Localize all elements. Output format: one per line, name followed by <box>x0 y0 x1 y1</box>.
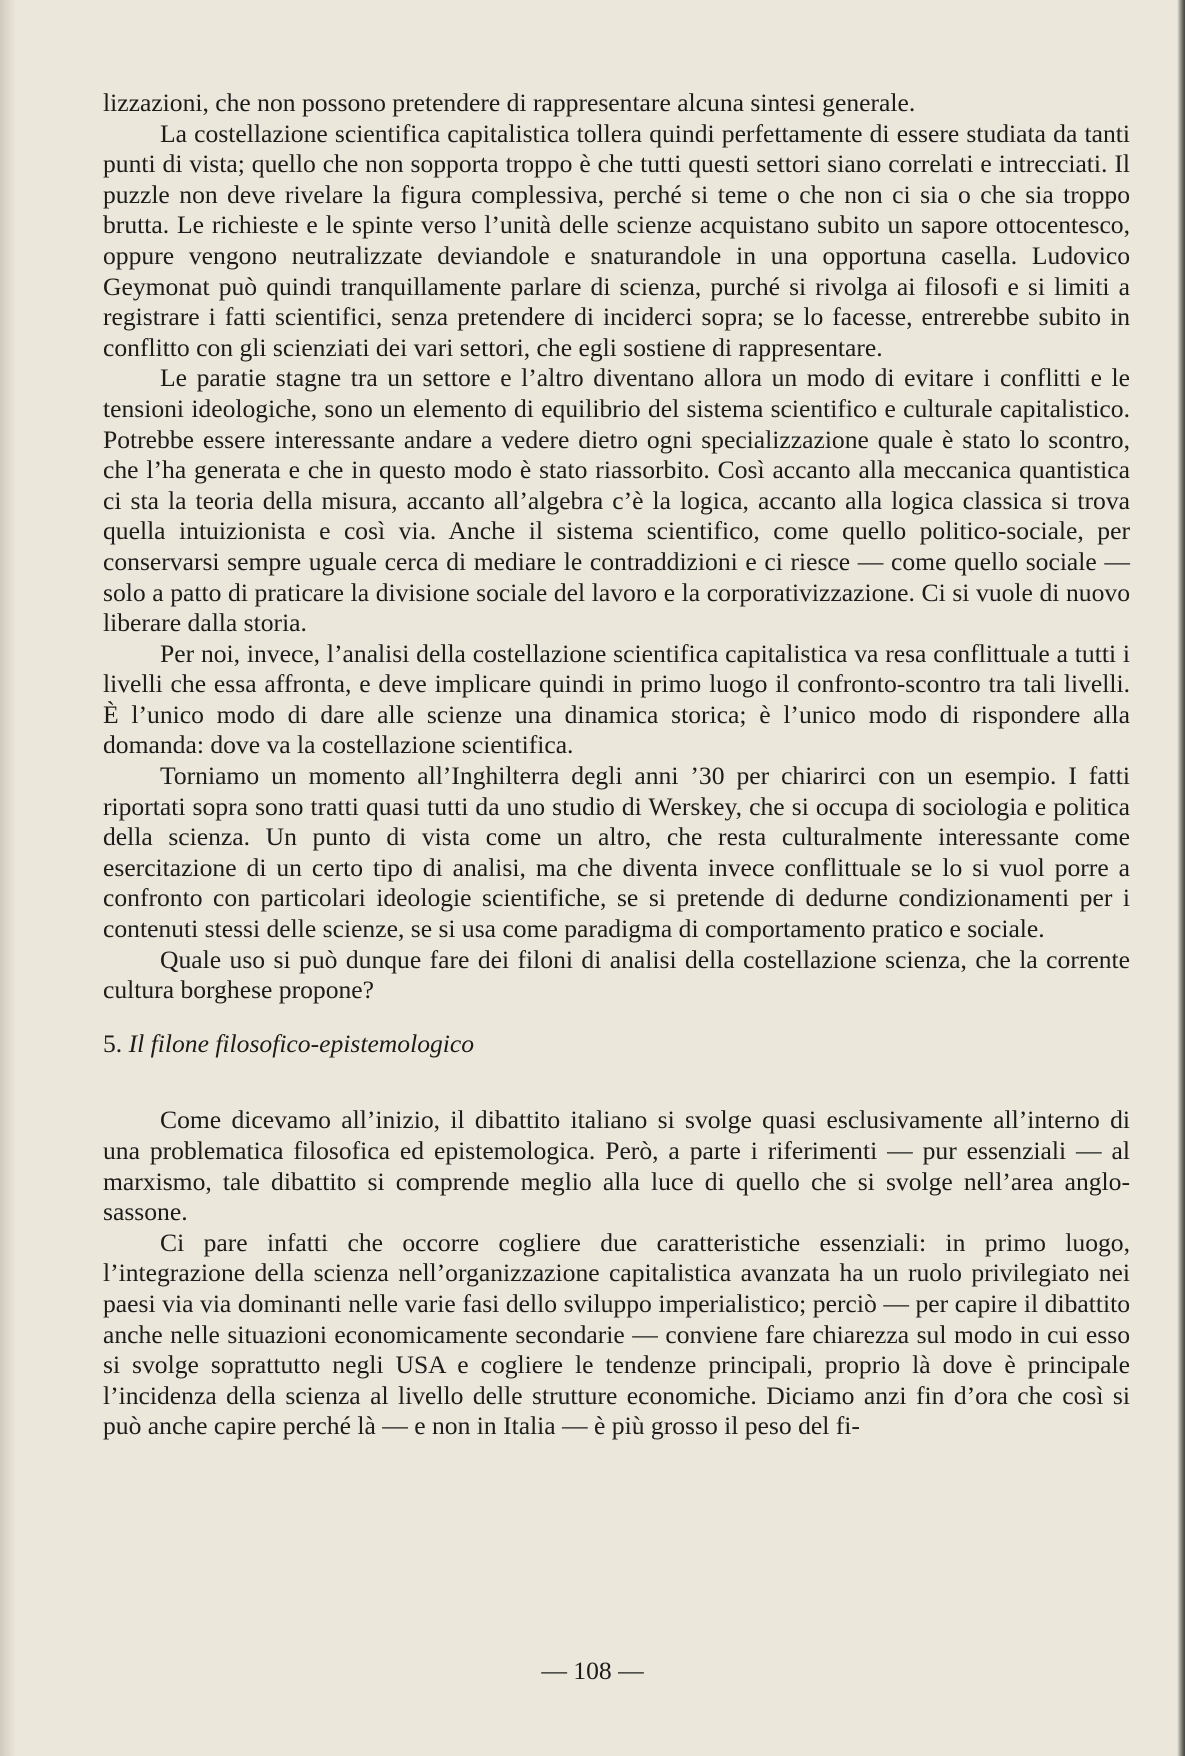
paragraph: Come dicevamo all’inizio, il dibattito italiano si svolge quasi esclusivamente all’interno di una problematica filosofica ed epistemologica. Però, a parte i riferimenti — pur essenziali — al marxismo, tale dibattito si comprende meglio alla luce di quello che si svolge nell’area anglo-sassone. <box>103 1105 1130 1227</box>
paragraph: Per noi, invece, l’analisi della costellazione scientifica capitalistica va resa conflittuale a tutti i livelli che essa affronta, e deve implicare quindi in primo luogo il confronto-scontro tra tali livelli. È l’unico modo di dare alle scienze una dinamica storica; è l’unico modo di rispondere alla domanda: dove va la costellazione scientifica. <box>103 638 1130 760</box>
paragraph: lizzazioni, che non possono pretendere di rappresentare alcuna sintesi generale. <box>103 88 916 117</box>
paragraph: Ci pare infatti che occorre cogliere due caratteristiche essenziali: in primo luogo, l’integrazione della scienza nell’organizzazione capitalistica avanzata ha un ruolo privilegiato nei paesi via via dominanti nelle varie fasi dello sviluppo imperialistico; perciò — per capire il dibattito anche nelle situazioni economicamente secondarie — conviene fare chiarezza sul modo in cui esso si svolge soprattutto negli USA e cogliere le tendenze principali, proprio là dove è principale l’incidenza della scienza al livello delle strutture economiche. Diciamo anzi fin d’ora che così si può anche capire perché là — e non in Italia — è più grosso il peso del fi- <box>103 1227 1130 1441</box>
page-number: — 108 — <box>541 1656 644 1685</box>
paragraph: Le paratie stagne tra un settore e l’altro diventano allora un modo di evitare i conflitti e le tensioni ideologiche, sono un elemento di equilibrio del sistema scientifico e culturale capitalistico. Potrebbe essere interessante andare a vedere dietro ogni specializzazione quale è stato lo scontro, che l’ha generata e che in questo modo è stato riassorbito. Così accanto alla meccanica quantistica ci sta la teoria della misura, accanto all’algebra c’è la logica, accanto alla logica classica si trova quella intuizionista e così via. Anche il sistema scientifico, come quello politico-sociale, per conservarsi sempre uguale cerca di mediare le contraddizioni e ci riesce — come quello sociale — solo a patto di praticare la divisione sociale del lavoro e la corporativizzazione. Ci si vuole di nuovo liberare dalla storia. <box>103 363 1130 638</box>
section-number: 5. <box>103 1028 123 1058</box>
paragraph: Quale uso si può dunque fare dei filoni di analisi della costellazione scienza, che la corrente cultura borghese propone? <box>103 944 1130 1005</box>
page-gutter-shadow <box>0 0 16 1756</box>
section-title: Il filone filosofico-epistemologico <box>128 1028 475 1058</box>
paragraph: Torniamo un momento all’Inghilterra degli anni ’30 per chiarirci con un esempio. I fatti riportati sopra sono tratti quasi tutti da uno studio di Werskey, che si occupa di sociologia e politica della scienza. Un punto di vista come un altro, che resta culturalmente interessante come esercitazione di un certo tipo di analisi, ma che diventa invece conflittuale se lo si vuol porre a confronto con particolari ideologie scientifiche, se si pretende di dedurne condizionamenti per i contenuti stessi delle scienze, se si usa come paradigma di comportamento pratico e sociale. <box>103 761 1130 944</box>
page-edge <box>1177 0 1185 1756</box>
body-text <box>103 88 1130 1442</box>
paragraph: La costellazione scientifica capitalistica tollera quindi perfettamente di essere studiata da tanti punti di vista; quello che non sopporta troppo è che tutti questi settori siano correlati e intrecciati. Il puzzle non deve rivelare la figura complessiva, perché si teme o che non ci sia o che sia troppo brutta. Le richieste e le spinte verso l’unità delle scienze acquistano subito un sapore ottocentesco, oppure vengono neutralizzate deviandole e snaturandole in una opportuna casella. Ludovico Geymonat può quindi tranquillamente parlare di scienza, purché si rivolga ai filosofi e si limiti a registrare i fatti scientifici, senza pretendere di inciderci sopra; se lo facesse, entrerebbe subito in conflitto con gli scienziati dei vari settori, che egli sostiene di rappresentare. <box>103 118 1130 362</box>
section-spacer <box>103 1082 1130 1105</box>
section-heading <box>103 1029 1130 1060</box>
